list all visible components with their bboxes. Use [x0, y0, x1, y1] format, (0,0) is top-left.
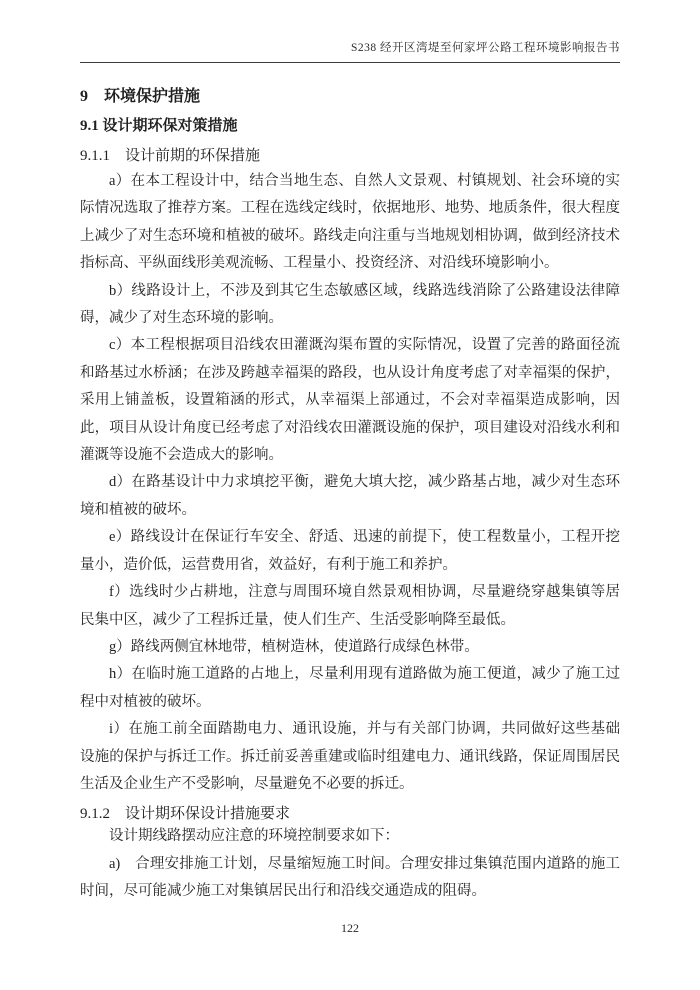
paragraph-item-d: d）在路基设计中力求填挖平衡，避免大填大挖，减少路基占地，减少对生态环境和植被的破坏。: [80, 474, 620, 518]
section-heading-9-1-1: 9.1.1 设计前期的环保措施: [80, 148, 261, 164]
paragraph-item-h: h）在临时施工道路的占地上，尽量利用现有道路做为施工便道，减少了施工过程中对植被的破坏。: [80, 666, 620, 710]
page-number: 122: [341, 921, 359, 935]
running-title: S238 经开区湾堤至何家坪公路工程环境影响报告书: [350, 42, 620, 54]
document-body: [80, 87, 620, 906]
paragraph-item-a2: a) 合理安排施工计划，尽量缩短施工时间。合理安排过集镇范围内道路的施工时间，尽可能减少施工对集镇居民出行和沿线交通造成的阻碍。: [80, 855, 620, 900]
paragraph-item-c: c）本工程根据项目沿线农田灌溉沟渠布置的实际情况，设置了完善的路面径流和路基过水桥涵；在涉及跨越幸福渠的路段，也从设计角度考虑了对幸福渠的保护，采用上铺盖板，设置箱涵的形式，从幸福渠上部通过，不会对幸福渠造成影响，因此，项目从设计角度已经考虑了对沿线农田灌溉设施的保护，项目建设对沿线水利和灌溉等设施不会造成大的影响。: [80, 337, 620, 464]
paragraph-item-i: i）在施工前全面踏勘电力、通讯设施，并与有关部门协调，共同做好这些基础设施的保护与拆迁工作。拆迁前妥善重建或临时组建电力、通讯线路，保证周围居民生活及企业生产不受影响，尽量避免不必要的拆迁。: [80, 721, 620, 792]
section-heading-9-1-2: 9.1.2 设计期环保设计措施要求: [80, 806, 291, 823]
paragraph-intro-912: 设计期线路摆动应注意的环境控制要求如下：: [109, 828, 399, 845]
paragraph-item-e: e）路线设计在保证行车安全、舒适、迅速的前提下，使工程数量小，工程开挖量小，造价低，运营费用省，效益好，有利于施工和养护。: [80, 529, 620, 573]
section-heading-9-1: 9.1 设计期环保对策措施: [80, 118, 238, 134]
page-header: [80, 0, 620, 63]
section-heading-9: 9 环境保护措施: [80, 88, 201, 105]
paragraph-item-f: f）选线时少占耕地，注意与周围环境自然景观相协调，尽量避绕穿越集镇等居民集中区，减少了工程拆迁量，使人们生产、生活受影响降至最低。: [80, 584, 620, 628]
page-footer: [0, 921, 700, 936]
paragraph-item-g: g）路线两侧宜林地带，植树造林，使道路行成绿色林带。: [109, 638, 479, 655]
paragraph-item-a: a）在本工程设计中，结合当地生态、自然人文景观、村镇规划、社会环境的实际情况选取了推荐方案。工程在选线定线时，依据地形、地势、地质条件，很大程度上减少了对生态环境和植被的破坏。路线走向注重与当地规划相协调，做到经济技术指标高、平纵面线形美观流畅、工程量小、投资经济、对沿线环境影响小。: [80, 173, 620, 272]
paragraph-item-b: b）线路设计上，不涉及到其它生态敏感区域，线路选线消除了公路建设法律障碍，减少了对生态环境的影响。: [80, 282, 620, 327]
